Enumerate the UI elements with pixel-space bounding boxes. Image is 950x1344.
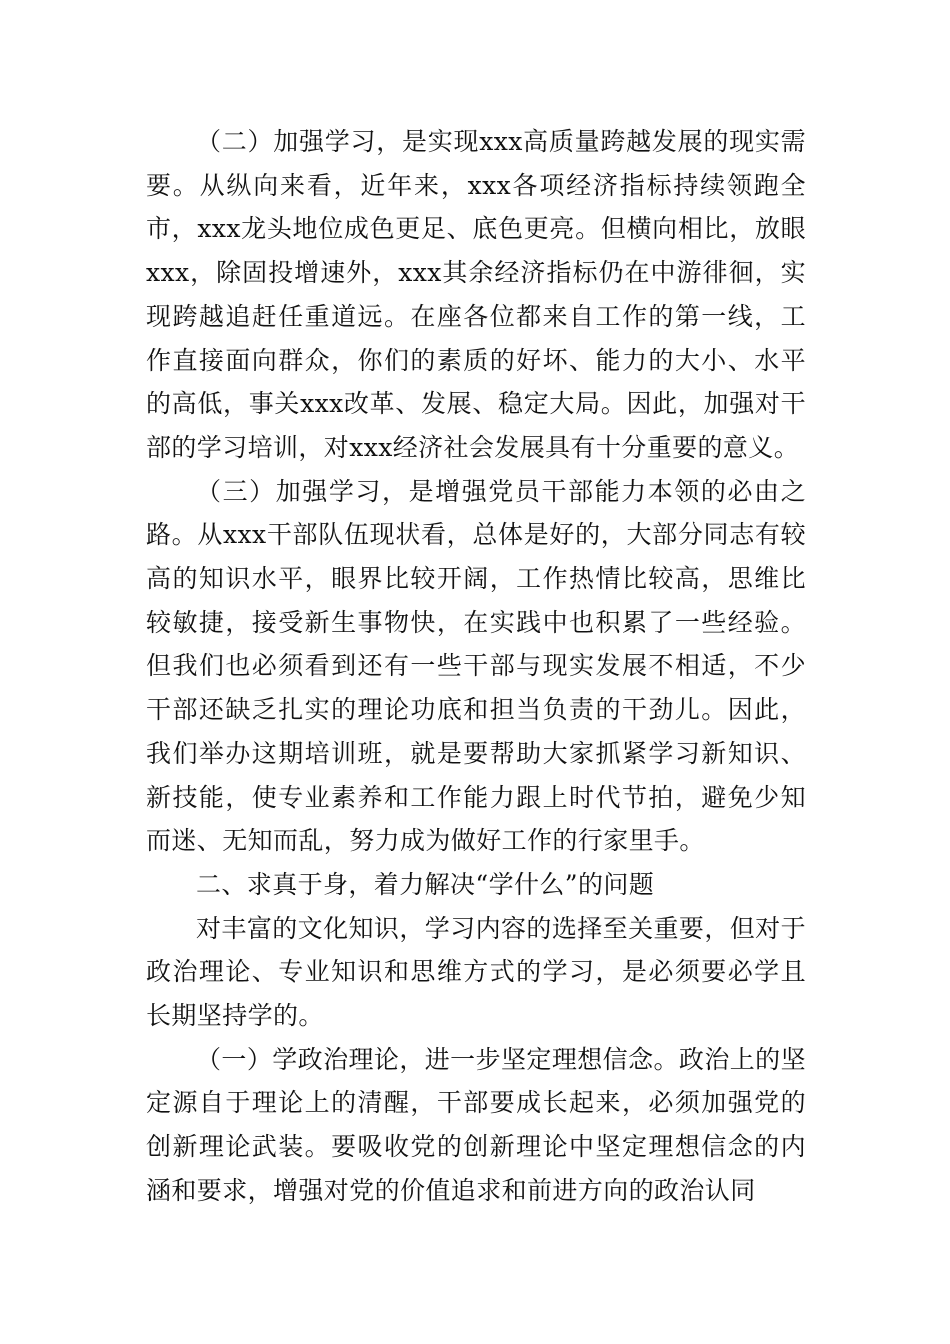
- document-body: [146, 120, 806, 1213]
- section-heading-what-to-learn: 二、求真于身，着力解决“学什么”的问题: [196, 869, 655, 899]
- paragraph-learning-content: 对丰富的文化知识，学习内容的选择至关重要，但对于政治理论、专业知识和思维方式的学习，是必须要必学且长期坚持学的。: [146, 913, 806, 1031]
- paragraph-2-strengthen-development: （二）加强学习，是实现xxx高质量跨越发展的现实需要。从纵向来看，近年来，xxx各项经济指标持续领跑全市，xxx龙头地位成色更足、底色更亮。但横向相比，放眼xxx，除固投增速外，xxx其余经济指标仍在中游徘徊，实现跨越追赶任重道远。在座各位都来自工作的第一线，工作直接面向群众，你们的素质的好坏、能力的大小、水平的高低，事关xxx改革、发展、稳定大局。因此，加强对干部的学习培训，对xxx经济社会发展具有十分重要的意义。: [146, 127, 806, 462]
- paragraph-1-political-theory: （一）学政治理论，进一步坚定理想信念。政治上的坚定源自于理论上的清醒，干部要成长起来，必须加强党的创新理论武装。要吸收党的创新理论中坚定理想信念的内涵和要求，增强对党的价值追求和前进方向的政治认同: [146, 1044, 806, 1205]
- paragraph-3-strengthen-ability: （三）加强学习，是增强党员干部能力本领的必由之路。从xxx干部队伍现状看，总体是好的，大部分同志有较高的知识水平，眼界比较开阔，工作热情比较高，思维比较敏捷，接受新生事物快，在实践中也积累了一些经验。但我们也必须看到还有一些干部与现实发展不相适，不少干部还缺乏扎实的理论功底和担当负责的干劲儿。因此，我们举办这期培训班，就是要帮助大家抓紧学习新知识、新技能，使专业素养和工作能力跟上时代节拍，避免少知而迷、无知而乱，努力成为做好工作的行家里手。: [146, 476, 806, 856]
